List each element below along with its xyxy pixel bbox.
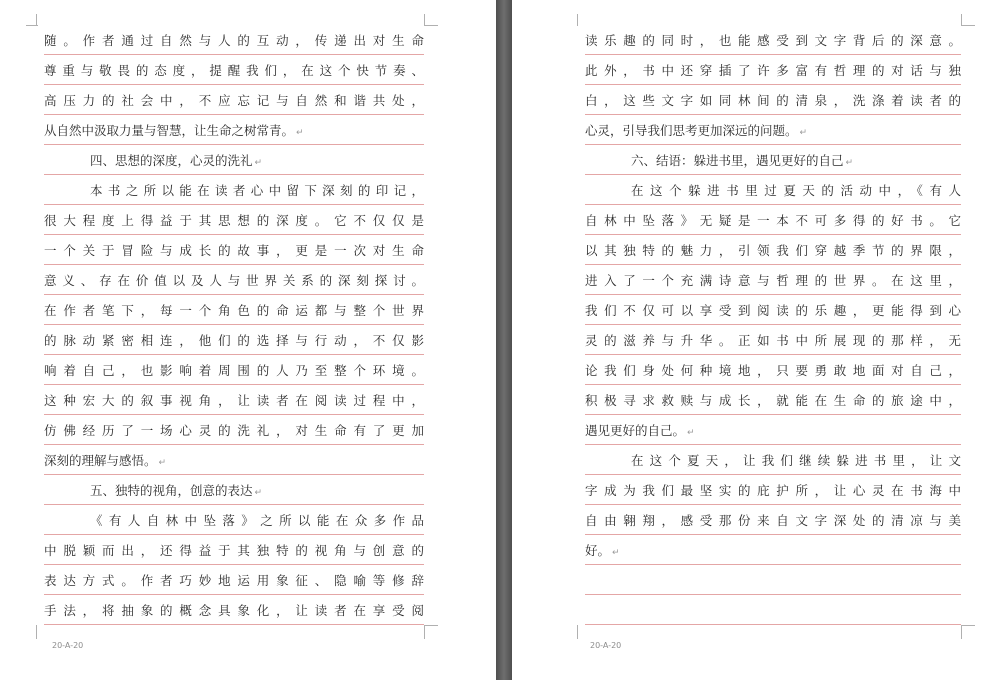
crop-mark (961, 625, 962, 639)
text-line (44, 175, 424, 205)
text-line (585, 295, 961, 325)
section-heading (44, 475, 424, 505)
text-line (585, 595, 961, 625)
line-text: 进入了一个充满诗意与哲理的世界。在这里， (585, 273, 961, 288)
text-line (44, 445, 424, 475)
line-text: 字成为我们最坚实的庇护所，让心灵在书海中 (585, 483, 961, 498)
paragraph-mark-icon: ↵ (254, 158, 263, 168)
line-text: 以其独特的魅力，引领我们穿越季节的界限， (585, 243, 961, 258)
text-line (585, 175, 961, 205)
line-text: 一个关于冒险与成长的故事，更是一次对生命 (44, 243, 424, 258)
line-text: 论我们身处何种境地，只要勇敢地面对自己， (585, 363, 961, 378)
text-line (44, 535, 424, 565)
line-text: 积极寻求救赎与成长，就能在生命的旅途中， (585, 393, 961, 408)
text-line (44, 595, 424, 625)
line-text: 这种宏大的叙事视角，让读者在阅读过程中， (44, 393, 424, 408)
line-text: 遇见更好的自己。 (585, 423, 686, 438)
crop-mark (961, 625, 975, 626)
line-text: 深刻的理解与感悟。 (44, 453, 157, 468)
text-line (585, 235, 961, 265)
line-text: 仿佛经历了一场心灵的洗礼，对生命有了更加 (44, 423, 424, 438)
paragraph-mark-icon: ↵ (799, 128, 808, 138)
line-text: 五、独特的视角，创意的表达 (90, 483, 253, 498)
line-text: 意义、存在价值以及人与世界关系的深刻探讨。 (44, 273, 424, 288)
text-line (44, 355, 424, 385)
text-line (585, 25, 961, 55)
text-line (585, 505, 961, 535)
text-line (44, 385, 424, 415)
text-line (585, 265, 961, 295)
text-line (44, 325, 424, 355)
line-text: 自林中坠落》无疑是一本不可多得的好书。它 (585, 213, 961, 228)
paragraph-mark-icon: ↵ (296, 128, 304, 138)
document-page-left (0, 0, 496, 680)
crop-mark (424, 625, 438, 626)
paragraph-mark-icon: ↵ (687, 428, 695, 438)
text-line (585, 445, 961, 475)
paragraph-mark-icon: ↵ (845, 158, 854, 168)
paragraph-mark-icon: ↵ (254, 488, 263, 498)
crop-mark (424, 625, 425, 639)
line-text: 手法，将抽象的概念具象化，让读者在享受阅 (44, 603, 424, 618)
text-line (44, 55, 424, 85)
line-text: 在这个夏天，让我们继续躲进书里，让文 (631, 453, 961, 468)
text-line (44, 205, 424, 235)
line-text: 很大程度上得益于其思想的深度。它不仅仅是 (44, 213, 424, 228)
line-text: 从自然中汲取力量与智慧，让生命之树常青。 (44, 123, 295, 138)
line-text: 响着自己，也影响着周围的人乃至整个环境。 (44, 363, 424, 378)
text-line (44, 235, 424, 265)
line-text: 读乐趣的同时，也能感受到文字背后的深意。 (585, 33, 961, 48)
section-heading (44, 145, 424, 175)
line-text: 在这个躲进书里过夏天的活动中，《有人 (631, 183, 961, 198)
text-line (44, 565, 424, 595)
line-text: 白，这些文字如同林间的清泉，洗涤着读者的 (585, 93, 961, 108)
text-line (585, 55, 961, 85)
line-text: 尊重与敬畏的态度，提醒我们，在这个快节奏、 (44, 63, 424, 78)
crop-mark (424, 25, 438, 26)
document-page-right (512, 0, 1008, 680)
paragraph-mark-icon: ↵ (158, 458, 167, 468)
line-text: 自由翱翔，感受那份来自文字深处的清凉与美 (585, 513, 961, 528)
page-gutter (496, 0, 512, 680)
text-body[interactable] (585, 25, 961, 625)
text-line (44, 265, 424, 295)
page-footer: 20-A-20 (52, 641, 84, 650)
text-line (585, 415, 961, 445)
line-text: 我们不仅可以享受到阅读的乐趣，更能得到心 (585, 303, 961, 318)
line-text: 此外，书中还穿插了许多富有哲理的对话与独 (585, 63, 961, 78)
crop-mark (577, 625, 578, 639)
crop-mark (577, 14, 578, 26)
line-text: 灵的滋养与升华。正如书中所展现的那样，无 (585, 333, 961, 348)
crop-mark (961, 25, 975, 26)
text-line (585, 115, 961, 145)
text-line (585, 535, 961, 565)
line-text: 《有人自林中坠落》之所以能在众多作品 (90, 513, 424, 528)
text-line (585, 355, 961, 385)
line-text: 表达方式。作者巧妙地运用象征、隐喻等修辞 (44, 573, 424, 588)
text-line (44, 415, 424, 445)
text-line (44, 25, 424, 55)
line-text: 本书之所以能在读者心中留下深刻的印记， (90, 183, 424, 198)
text-line (585, 85, 961, 115)
text-line (585, 565, 961, 595)
line-text: 随。作者通过自然与人的互动，传递出对生命 (44, 33, 424, 48)
text-line (585, 475, 961, 505)
line-text: 高压力的社会中，不应忘记与自然和谐共处， (44, 93, 424, 108)
text-body[interactable] (44, 25, 424, 625)
text-line (585, 325, 961, 355)
text-line (44, 115, 424, 145)
line-text: 中脱颖而出，还得益于其独特的视角与创意的 (44, 543, 424, 558)
text-line (585, 205, 961, 235)
page-footer: 20-A-20 (590, 641, 622, 650)
line-text: 好。 (585, 543, 611, 558)
line-text: 的脉动紧密相连，他们的选择与行动，不仅影 (44, 333, 424, 348)
text-line (44, 505, 424, 535)
line-text: 六、结语：躲进书里，遇见更好的自己 (631, 153, 844, 168)
line-text: 四、思想的深度，心灵的洗礼 (90, 153, 253, 168)
crop-mark (36, 625, 37, 639)
text-line (44, 295, 424, 325)
line-text: 心灵，引导我们思考更加深远的问题。 (585, 123, 798, 138)
line-text: 在作者笔下，每一个角色的命运都与整个世界 (44, 303, 424, 318)
crop-mark (26, 25, 38, 26)
paragraph-mark-icon: ↵ (612, 548, 620, 558)
text-line (585, 385, 961, 415)
section-heading (585, 145, 961, 175)
text-line (44, 85, 424, 115)
